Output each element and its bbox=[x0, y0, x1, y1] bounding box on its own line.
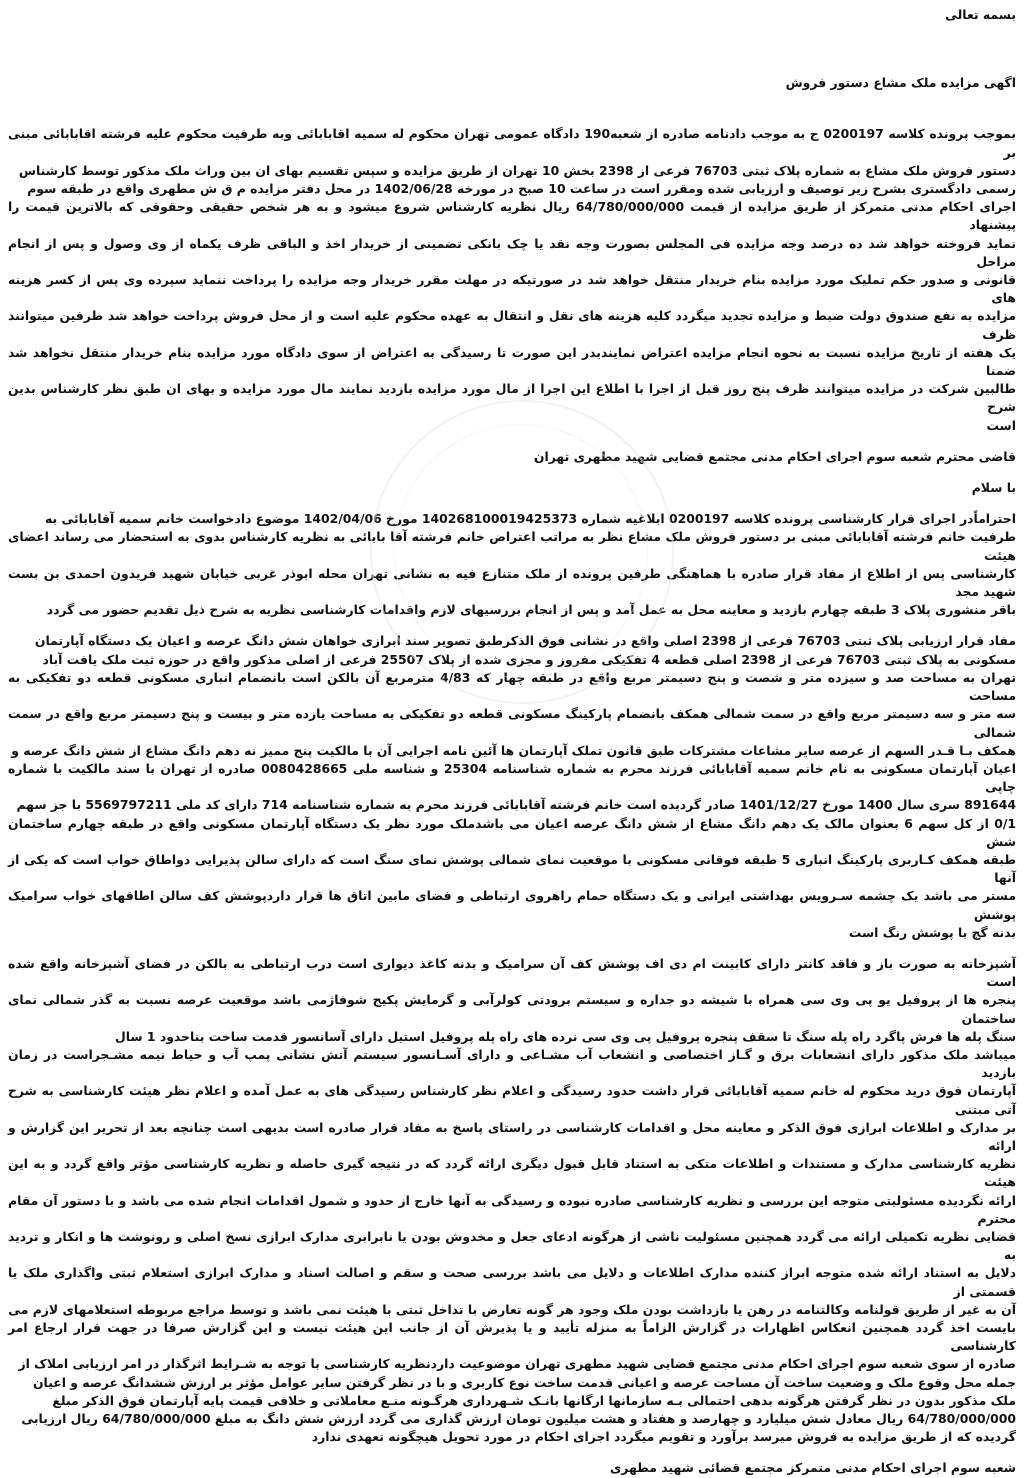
text-line: آن به غیر از طریق قولنامه وکالتنامه در رهن یا بازداشت بودن ملک وجود هر گونه تعارض با تداخل ثبتی با هیئت نمی باشد و توسط مراجع مربوطه استعلامهای لازم می bbox=[8, 1301, 1016, 1317]
text-line: رسمی دادگستری بشرح زیر توصیف و ارزیابی شده ومقرر است در ساعت 10 صبح در مورخه 1402/06/28 در محل دفتر مزایده م ق ش مطهری واقع در طبقه سوم bbox=[27, 181, 1016, 197]
paragraph-property bbox=[8, 632, 1016, 941]
text-line: آشپزخانه به صورت باز و فاقد کانتر دارای کابینت ام دی اف پوشش کف آن سرامیک و بدنه کاغذ دیواری است درب ارتباطی به بالکن در فضای آشپزخانه واقع شده است bbox=[8, 955, 1016, 990]
text-line: دستور فروش ملک مشاع به شماره پلاک ثبتی 76703 فرعی از 2398 بخش 10 تهران از طریق مزایده و سپس تقسیم بهای ان بین وراث ملک مذکور توسط کارشناس bbox=[18, 162, 1016, 178]
text-line: یک هفته از تاریخ مزایده نسبت به نحوه انجام مزایده اعتراض نمایندیدر این صورت تا رسیدگی به اعتراض از سوی دادگاه مورد مزایده بنام خریدار منتقل نخواهد شد ضمنا bbox=[8, 344, 1016, 379]
text-line: دلایل به استناد ارائه شده متوجه ابراز کننده مدارک اطلاعات و دلایل می باشد بررسی صحت و سقم و اصالت اسناد و مدارک ابرازی استعلام ثبتی واگذاری ملک یا قسمتی از bbox=[8, 1265, 1016, 1299]
text-line: کارشناسی پس از اطلاع از مفاد قرار صادره با هماهنگی طرفین پرونده از ملک متنازع فیه به نشانی تهران محله ابوذر غربی خیابان شهید فریدون احمدی بن بست شهید مجد bbox=[8, 565, 1016, 600]
text-line: همکف بـا قـدر السهم از عرصه سایر مشاعات مشترکات طبق قانون تملک آپارتمان ها آئین نامه اجرایی آن با مالکیت پنج ممیز نه دهم دانگ مشاع از شش دانگ عرصه و bbox=[11, 742, 1016, 758]
text-line: باقر منشوری پلاک 3 طبقه چهارم بازدید و معاینه محل به عمل آمد و پس از انجام بررسیهای لازم واقدامات کارشناسی نظریه به شرح ذیل تقدیم حضور می گردد bbox=[46, 602, 1016, 618]
text-line: طرفیت خانم فرشته آقابابائی مبنی بر دستور فروش ملک مشاع نظر به مراتب اعتراض خانم فرشته آقا بابائی به نظریه کارشناس بدوی به استحضار می رساند اعضای هیئت bbox=[8, 529, 1016, 563]
text-line: سه متر و سه دسیمتر مربع واقع در سمت شمالی همکف بانضمام پارکینگ مسکونی قطعه دو تفکیکی به مساحت یازده متر و بیست و پنج دسیمتر مربع واقع در سمت شمالی bbox=[8, 706, 1016, 740]
text-line: پنجره ها از پروفیل یو پی وی سی همراه با شیشه دو جداره و سیستم برودتی کولرآبی و گرمایش پکیج شوفاژمی باشد موقعیت عرصه نسبت به گذر شمالی نمای ساختمان bbox=[8, 992, 1016, 1026]
text-line: بموجب پرونده کلاسه 0200197 ج به موجب دادنامه صادره از شعبه190 دادگاه عمومی تهران محکوم له سمیه اقابابائی وبه طرفیت محکوم علیه فرشته اقابابائی مبنی بر bbox=[8, 126, 1016, 160]
text-line: اجرای احکام مدنی متمرکز از طریق مزایده از قیمت 64/780/000/000 ریال نظریه کارشناس شروع میشود و به هر شخص حقیقی وحقوقی که بالاترین قیمت را پیشنهاد bbox=[8, 199, 1016, 233]
greeting-line: با سلام bbox=[971, 480, 1016, 496]
text-line: اعیان آپارتمان مسکونی به نام خانم سمیه آقابابائی فرزند محرم به شماره شناسنامه 25304 و شناسه ملی 0080428665 صادره از تهران با سند مالکیت با شماره چاپی bbox=[8, 760, 1016, 795]
ad-title: اگهی مزایده ملک مشاع دستور فروش bbox=[785, 75, 1016, 91]
text-line: مفاد قرار ارزیابی پلاک ثبتی 76703 فرعی از 2398 اصلی واقع در نشانی فوق الذکرطبق تصویر سند ابرازی خواهان شش دانگ عرصه و اعیان یک دستگاه آپارتمان bbox=[34, 633, 1016, 649]
text-line: احتراماًدر اجرای قرار کارشناسی پرونده کلاسه 0200197 ابلاغیه شماره 140268100019425373 مورخ 1402/04/06 موضوع دادخواست خانم سمیه آقابابائی به bbox=[44, 511, 1016, 527]
text-line: طالبین شرکت در مزایده میتوانند ظرف پنج روز قبل از اجرا با اطلاع این اجرا از مال مورد مزایده بازدید نمایند مال مورد مزایده و بهای ان طبق نظر کارشناس بدین شرح bbox=[8, 381, 1016, 415]
text-line: گردیده که از طریق مزایده به فروش میرسد برآورد و تقویم میگردد اجرای احکام در مورد تحویل هیچگونه تعهدی ندارد bbox=[311, 1429, 1016, 1445]
text-line: ارائه نگردیده مسئولیتی متوجه این بررسی و نظریه کارشناسی صادره نبوده و رسیدگی به آنها خارج از حدود و شمول اقدامات انجام شده می باشد و با دستور آن مقام محترم bbox=[8, 1192, 1016, 1226]
text-line: صادره از سوی شعبه سوم اجرای احکام مدنی مجتمع قضایی شهید مطهری تهران موضوعیت داردنظریه کارشناسی با توجه به شـرایط اثرگذار در امر ارزیابی املاک از bbox=[18, 1356, 1016, 1372]
text-line: بایست اخذ گردد همچنین انعکاس اظهارات در گزارش الزاماً به منزله تأیید و یا پذیرش آن از جانب این هیئت نیست و این گزارش صرفا در جهت قرار ارجاع امر کارشناسی bbox=[8, 1320, 1016, 1354]
paragraph-order bbox=[8, 125, 1016, 434]
paragraph-details bbox=[8, 955, 1016, 1446]
text-line: 0/1 از کل سهم 6 بعنوان مالک یک دهم دانگ مشاع از شش دانگ عرصه اعیان می باشدملک مورد نظر یک دستگاه آپارتمان مسکونی واقع در طبقه چهارم ساختمان شش bbox=[8, 815, 1016, 849]
text-line: قانونی و صدور حکم تملیک مورد مزایده بنام خریدار منتقل خواهد شد در صورتیکه در مهلت مقرر خریدار وجه مزایده را پرداخت ننماید سپرده وی پس از کسر هزینه های bbox=[8, 272, 1016, 306]
text-line: طبقه همکف کـاربری پارکینگ انباری 5 طبقه فوقانی مسکونی با موقعیت نمای شمالی پوشش نمای سنگ است که دارای سالن پذیرایی دواطاق خواب است که یکی از آنها bbox=[8, 851, 1016, 886]
text-line: 64/780/000/000 ریال معادل شش میلیارد و چهارصد و هفتاد و هشت میلیون تومان ارزش گذاری می گردد ارزش شش دانگ به مبلغ 64/780/000/000 ریال ارزیابی bbox=[21, 1411, 1016, 1427]
text-line: آپارتمان فوق درید محکوم له خانم سمیه آقابابائی قرار داشت حدود رسیدگی و اعلام نظر کارشناس رسیدگی های به عمل آمده و اعلام نظر هیئت کارشناسی به شرح آتی مبتنی bbox=[8, 1083, 1016, 1117]
text-line: است bbox=[986, 417, 1016, 433]
text-line: جمله محل وقوع ملک و وضعیت ساخت آن مساحت عرصه و اعیانی قدمت ساخت نوع کاربری و با در نظر گرفتن سایر عوامل مؤثر بر ارزش ششدانگ عرصه و اعیان bbox=[32, 1374, 1016, 1390]
addressee-line: قاضی محترم شعبه سوم اجرای احکام مدنی مجتمع قضایی شهید مطهری تهران bbox=[533, 448, 1016, 464]
text-line: مزایده به نفع صندوق دولت ضبط و مزایده تجدید میگردد کلیه هزینه های نقل و انتقال به عهده محکوم علیه است و از محل فروش پرداخت خواهد شد طرفین میتوانند ظرف bbox=[8, 308, 1016, 342]
text-line: نظریه کارشناسی مدارک و مستندات و اطلاعات متکی به استناد قابل قبول دیگری ارائه گردد که در نتیجه گیری حاصله و نظریه کارشناسی مؤثر واقع گردد و به این هیئت bbox=[8, 1156, 1016, 1190]
text-line: قضایی نظریه تکمیلی ارائه می گردد همچنین مسئولیت ناشی از هرگونه ادعای جعل و مخدوش بودن یا نابرابری مدارک ابرازی نسخ اصلی و رونوشت ها و انکار و تردید به bbox=[8, 1228, 1016, 1263]
paragraph-intro bbox=[8, 510, 1016, 619]
text-line: سنگ پله ها فرش پاگرد راه پله سنگ تا سقف پنجره پروفیل پی وی سی نرده های راه پله پروفیل استیل دارای آسانسور قدمت ساخت بناحدود 1 سال bbox=[114, 1028, 1016, 1044]
header-basmala: بسمه تعالی bbox=[945, 7, 1016, 22]
signature-line: شعبه سوم اجرای احکام مدنی متمرکز مجتمع قضائی شهید مطهری bbox=[609, 1460, 1016, 1476]
text-line: مسکونی به پلاک ثبتی 76703 فرعی از 2398 اصلی قطعه 4 تفکیکی مفروز و مجزی شده از پلاک 25507 فرعی از اصلی مذکور واقع در حوزه ثبت ملک یافت آباد bbox=[42, 651, 1016, 667]
text-line: تهران به مساحت صد و سیزده متر و شصت و پنج دسیمتر مربع واقع در طبقه چهار که 4/83 مترمربع آن بالکن است بانضمام انباری مسکونی قطعه دو تفکیکی به مساحت bbox=[8, 669, 1016, 704]
text-line: میباشد ملک مذکور دارای انشعابات برق و گـاز اختصاصی و انشعاب آب مشـاعی و دارای آسـانسور سیستم آتش نشانی پمپ آب و حیاط نیمه مشـجراست در زمان بازدید bbox=[8, 1046, 1016, 1081]
text-line: بر مدارک و اطلاعات ابرازی فوق الذکر و معاینه محل و اقدامات کارشناسی در راستای پاسخ به مفاد قرار صادره است بدیهی است چنانچه بعد از تحریر این گزارش و ارائه bbox=[8, 1119, 1016, 1153]
text-line: ملک مذکور بدون در نظر گرفتن هرگونه بدهی احتمالی بـه سازمانها ارگانها بانـک شـهرداری هرگـونه منـع معاملاتی و خلافی قیمت پایه آپارتمان فوق الذکر مبلغ bbox=[52, 1392, 1016, 1408]
text-line: 891644 سری سال 1400 مورخ 1401/12/27 صادر گردیده است خانم فرشته آقابابائی فرزند محرم به شماره شناسنامه 714 دارای کد ملی 5569797211 با جز سهم bbox=[16, 797, 1016, 813]
text-line: نماید فروخته خواهد شد ده درصد وجه مزایده فی المجلس بصورت وجه نقد یا چک بانکی تضمینی از خریدار اخذ و الباقی ظرف یکماه از وی وصول و پس از انجام مراحل bbox=[8, 235, 1016, 269]
text-line: بدنه گچ با پوشش رنگ است bbox=[848, 924, 1016, 940]
text-line: مستر می باشد یک چشمه سـرویس بهداشتی ایرانی و یک دستگاه حمام راهروی ارتباطی و فضای مابین اتاق ها قرار داردپوشش کف سالن اطاقهای خواب سرامیک پوشش bbox=[8, 888, 1016, 922]
